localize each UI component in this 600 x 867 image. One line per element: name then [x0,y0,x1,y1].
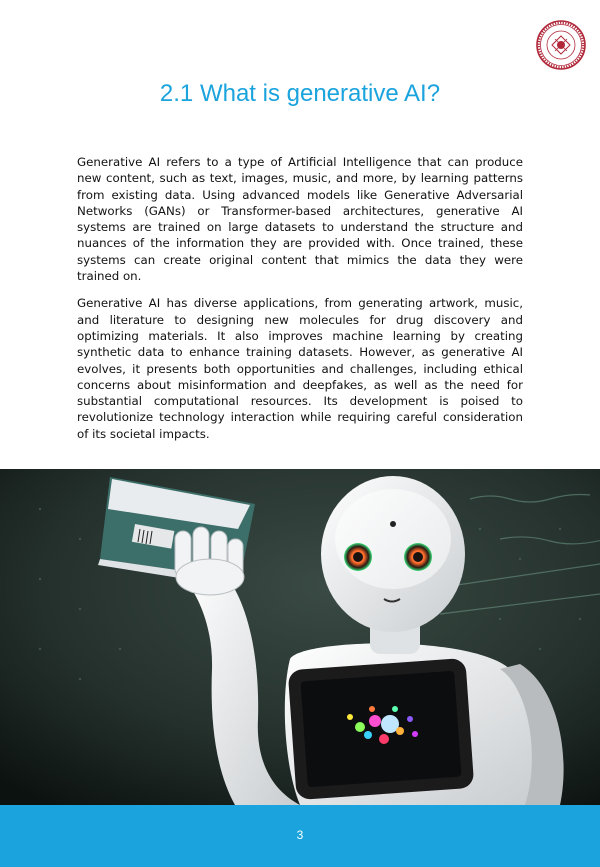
robot-photo [0,469,600,805]
humanoid-robot-holding-book-icon [0,469,600,805]
footer-band [0,805,600,867]
page-number: 3 [296,828,304,842]
article-body [77,154,523,453]
page-title: 2.1 What is generative AI? [159,80,441,107]
paragraph: Generative AI has diverse applications, from generating artwork, music, and literature to designing new molecules for drug discovery and optimizing materials. It also improves machine learning by creating synthetic data to enhance training datasets. However, as generative AI evolves, it presents both opportunities and challenges, including ethical concerns about misinformation and deepfakes, as well as the need for substantial computational resources. Its development is poised to revolutionize technology interaction while requiring careful consideration of its societal impacts. [77,296,523,441]
university-seal-icon [536,20,586,70]
paragraph: Generative AI refers to a type of Artificial Intelligence that can produce new content, such as text, images, music, and more, by learning patterns from existing data. Using advanced models like Generative Adversarial Networks (GANs) or Transformer-based architectures, generative AI systems are trained on large datasets to understand the structure and nuances of the information they are provided with. Once trained, these systems can create original content that mimics the data they were trained on. [77,155,523,284]
